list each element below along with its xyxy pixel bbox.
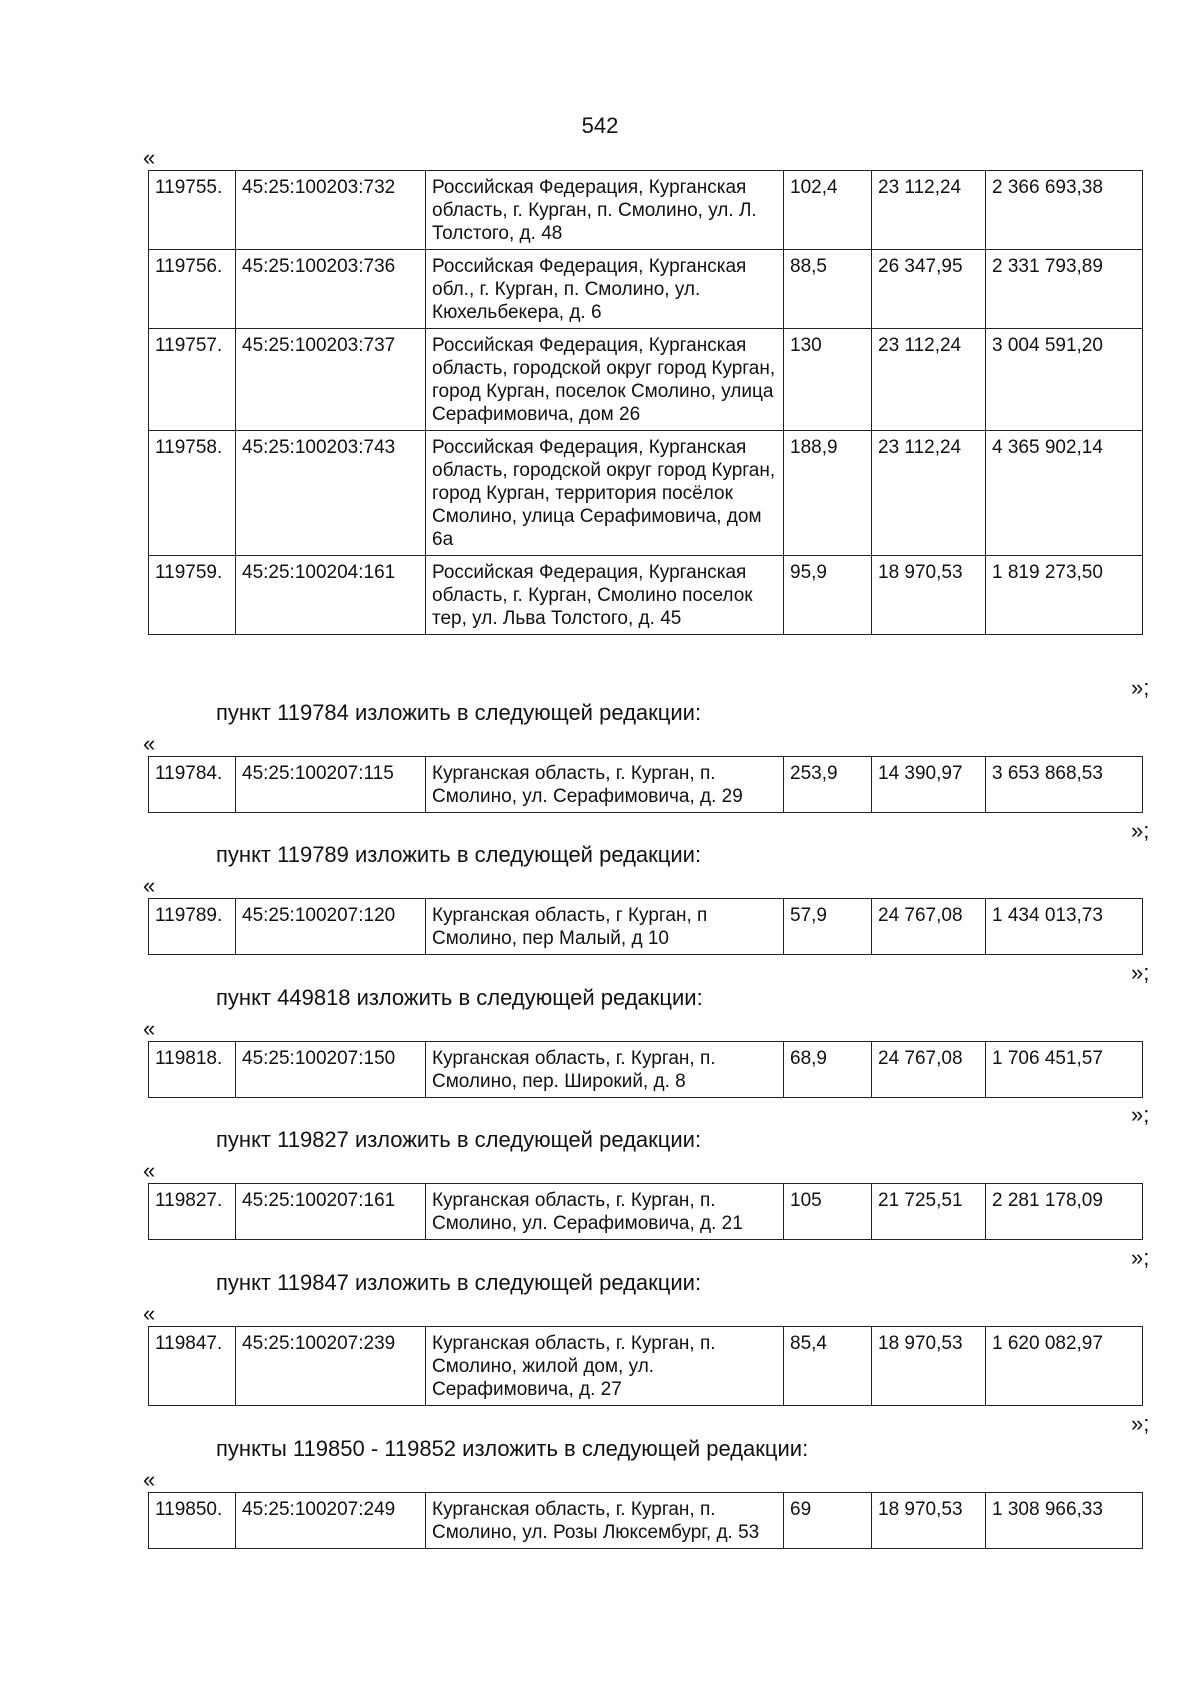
amendment-instruction: пункты 119850 - 119852 изложить в следующей редакции: [216, 1436, 809, 1461]
area: 88,5 [784, 250, 872, 329]
cadastral-number: 45:25:100203:743 [236, 431, 426, 556]
address: Курганская область, г. Курган, п. Смолино, ул. Серафимовича, д. 21 [426, 1184, 784, 1240]
cadastral-number: 45:25:100207:249 [236, 1493, 426, 1549]
address: Курганская область, г. Курган, п. Смолино, жилой дом, ул. Серафимовича, д. 27 [426, 1327, 784, 1406]
register-table [148, 170, 1143, 635]
cadastral-number: 45:25:100207:120 [236, 899, 426, 955]
table-row [149, 250, 1143, 329]
close-quote: »; [1131, 960, 1150, 985]
cadastral-value: 4 365 902,14 [986, 431, 1143, 556]
cadastral-number: 45:25:100203:732 [236, 171, 426, 250]
item-number: 119789. [149, 899, 236, 955]
cadastral-value: 2 331 793,89 [986, 250, 1143, 329]
amendment-instruction: пункт 119784 изложить в следующей редакции: [216, 700, 702, 725]
cadastral-value: 2 281 178,09 [986, 1184, 1143, 1240]
close-quote: »; [1131, 1102, 1150, 1127]
unit-value: 18 970,53 [872, 1327, 986, 1406]
cadastral-number: 45:25:100207:161 [236, 1184, 426, 1240]
address: Российская Федерация, Курганская область, г. Курган, п. Смолино, ул. Л. Толстого, д. 48 [426, 171, 784, 250]
close-quote: »; [1131, 1245, 1150, 1270]
unit-value: 23 112,24 [872, 171, 986, 250]
cadastral-value: 3 004 591,20 [986, 329, 1143, 431]
register-table [148, 1183, 1143, 1240]
item-number: 119755. [149, 171, 236, 250]
item-number: 119784. [149, 757, 236, 813]
close-quote: »; [1131, 675, 1150, 700]
unit-value: 18 970,53 [872, 556, 986, 635]
close-quote: »; [1131, 818, 1150, 843]
open-quote: « [143, 873, 156, 898]
table-row [149, 899, 1143, 955]
cadastral-number: 45:25:100207:150 [236, 1042, 426, 1098]
register-table [148, 1326, 1143, 1406]
amendment-instruction: пункт 119789 изложить в следующей редакции: [216, 842, 702, 867]
register-table [148, 756, 1143, 813]
table-row [149, 556, 1143, 635]
open-quote: « [143, 1467, 156, 1492]
area: 102,4 [784, 171, 872, 250]
item-number: 119758. [149, 431, 236, 556]
register-table [148, 1041, 1143, 1098]
item-number: 119818. [149, 1042, 236, 1098]
area: 105 [784, 1184, 872, 1240]
unit-value: 23 112,24 [872, 431, 986, 556]
table-row [149, 757, 1143, 813]
area: 57,9 [784, 899, 872, 955]
area: 188,9 [784, 431, 872, 556]
cadastral-value: 3 653 868,53 [986, 757, 1143, 813]
address: Российская Федерация, Курганская обл., г. Курган, п. Смолино, ул. Кюхельбекера, д. 6 [426, 250, 784, 329]
amendment-instruction: пункт 119827 изложить в следующей редакции: [216, 1127, 702, 1152]
area: 85,4 [784, 1327, 872, 1406]
item-number: 119850. [149, 1493, 236, 1549]
unit-value: 24 767,08 [872, 1042, 986, 1098]
open-quote: « [143, 731, 156, 756]
item-number: 119756. [149, 250, 236, 329]
open-quote: « [143, 1016, 156, 1041]
item-number: 119827. [149, 1184, 236, 1240]
register-table [148, 1492, 1143, 1549]
table-row [149, 1184, 1143, 1240]
amendment-instruction: пункт 119847 изложить в следующей редакции: [216, 1270, 702, 1295]
area: 69 [784, 1493, 872, 1549]
table-row [149, 1493, 1143, 1549]
area: 68,9 [784, 1042, 872, 1098]
address: Курганская область, г. Курган, п. Смолино, ул. Розы Люксембург, д. 53 [426, 1493, 784, 1549]
cadastral-value: 1 819 273,50 [986, 556, 1143, 635]
item-number: 119847. [149, 1327, 236, 1406]
area: 95,9 [784, 556, 872, 635]
cadastral-number: 45:25:100203:736 [236, 250, 426, 329]
table-row [149, 329, 1143, 431]
item-number: 119759. [149, 556, 236, 635]
table-row [149, 431, 1143, 556]
cadastral-number: 45:25:100204:161 [236, 556, 426, 635]
cadastral-value: 2 366 693,38 [986, 171, 1143, 250]
page-number: 542 [581, 113, 619, 138]
address: Курганская область, г. Курган, п. Смолино, пер. Широкий, д. 8 [426, 1042, 784, 1098]
unit-value: 26 347,95 [872, 250, 986, 329]
address: Российская Федерация, Курганская область, городской округ город Курган, город Курган, поселок Смолино, улица Серафимовича, дом 26 [426, 329, 784, 431]
unit-value: 14 390,97 [872, 757, 986, 813]
amendment-instruction: пункт 449818 изложить в следующей редакции: [216, 985, 703, 1010]
cadastral-number: 45:25:100203:737 [236, 329, 426, 431]
unit-value: 24 767,08 [872, 899, 986, 955]
register-table [148, 898, 1143, 955]
cadastral-value: 1 706 451,57 [986, 1042, 1143, 1098]
cadastral-number: 45:25:100207:239 [236, 1327, 426, 1406]
cadastral-value: 1 620 082,97 [986, 1327, 1143, 1406]
open-quote: « [143, 1158, 156, 1183]
cadastral-value: 1 434 013,73 [986, 899, 1143, 955]
open-quote: « [143, 145, 156, 170]
unit-value: 18 970,53 [872, 1493, 986, 1549]
cadastral-value: 1 308 966,33 [986, 1493, 1143, 1549]
close-quote: »; [1131, 1411, 1150, 1436]
address: Курганская область, г. Курган, п. Смолино, ул. Серафимовича, д. 29 [426, 757, 784, 813]
open-quote: « [143, 1301, 156, 1326]
item-number: 119757. [149, 329, 236, 431]
table-row [149, 171, 1143, 250]
table-row [149, 1327, 1143, 1406]
area: 253,9 [784, 757, 872, 813]
table-row [149, 1042, 1143, 1098]
unit-value: 21 725,51 [872, 1184, 986, 1240]
cadastral-number: 45:25:100207:115 [236, 757, 426, 813]
address: Курганская область, г Курган, п Смолино, пер Малый, д 10 [426, 899, 784, 955]
address: Российская Федерация, Курганская область, городской округ город Курган, город Курган, территория посёлок Смолино, улица Серафимовича, дом 6а [426, 431, 784, 556]
address: Российская Федерация, Курганская область, г. Курган, Смолино поселок тер, ул. Льва Толстого, д. 45 [426, 556, 784, 635]
area: 130 [784, 329, 872, 431]
unit-value: 23 112,24 [872, 329, 986, 431]
